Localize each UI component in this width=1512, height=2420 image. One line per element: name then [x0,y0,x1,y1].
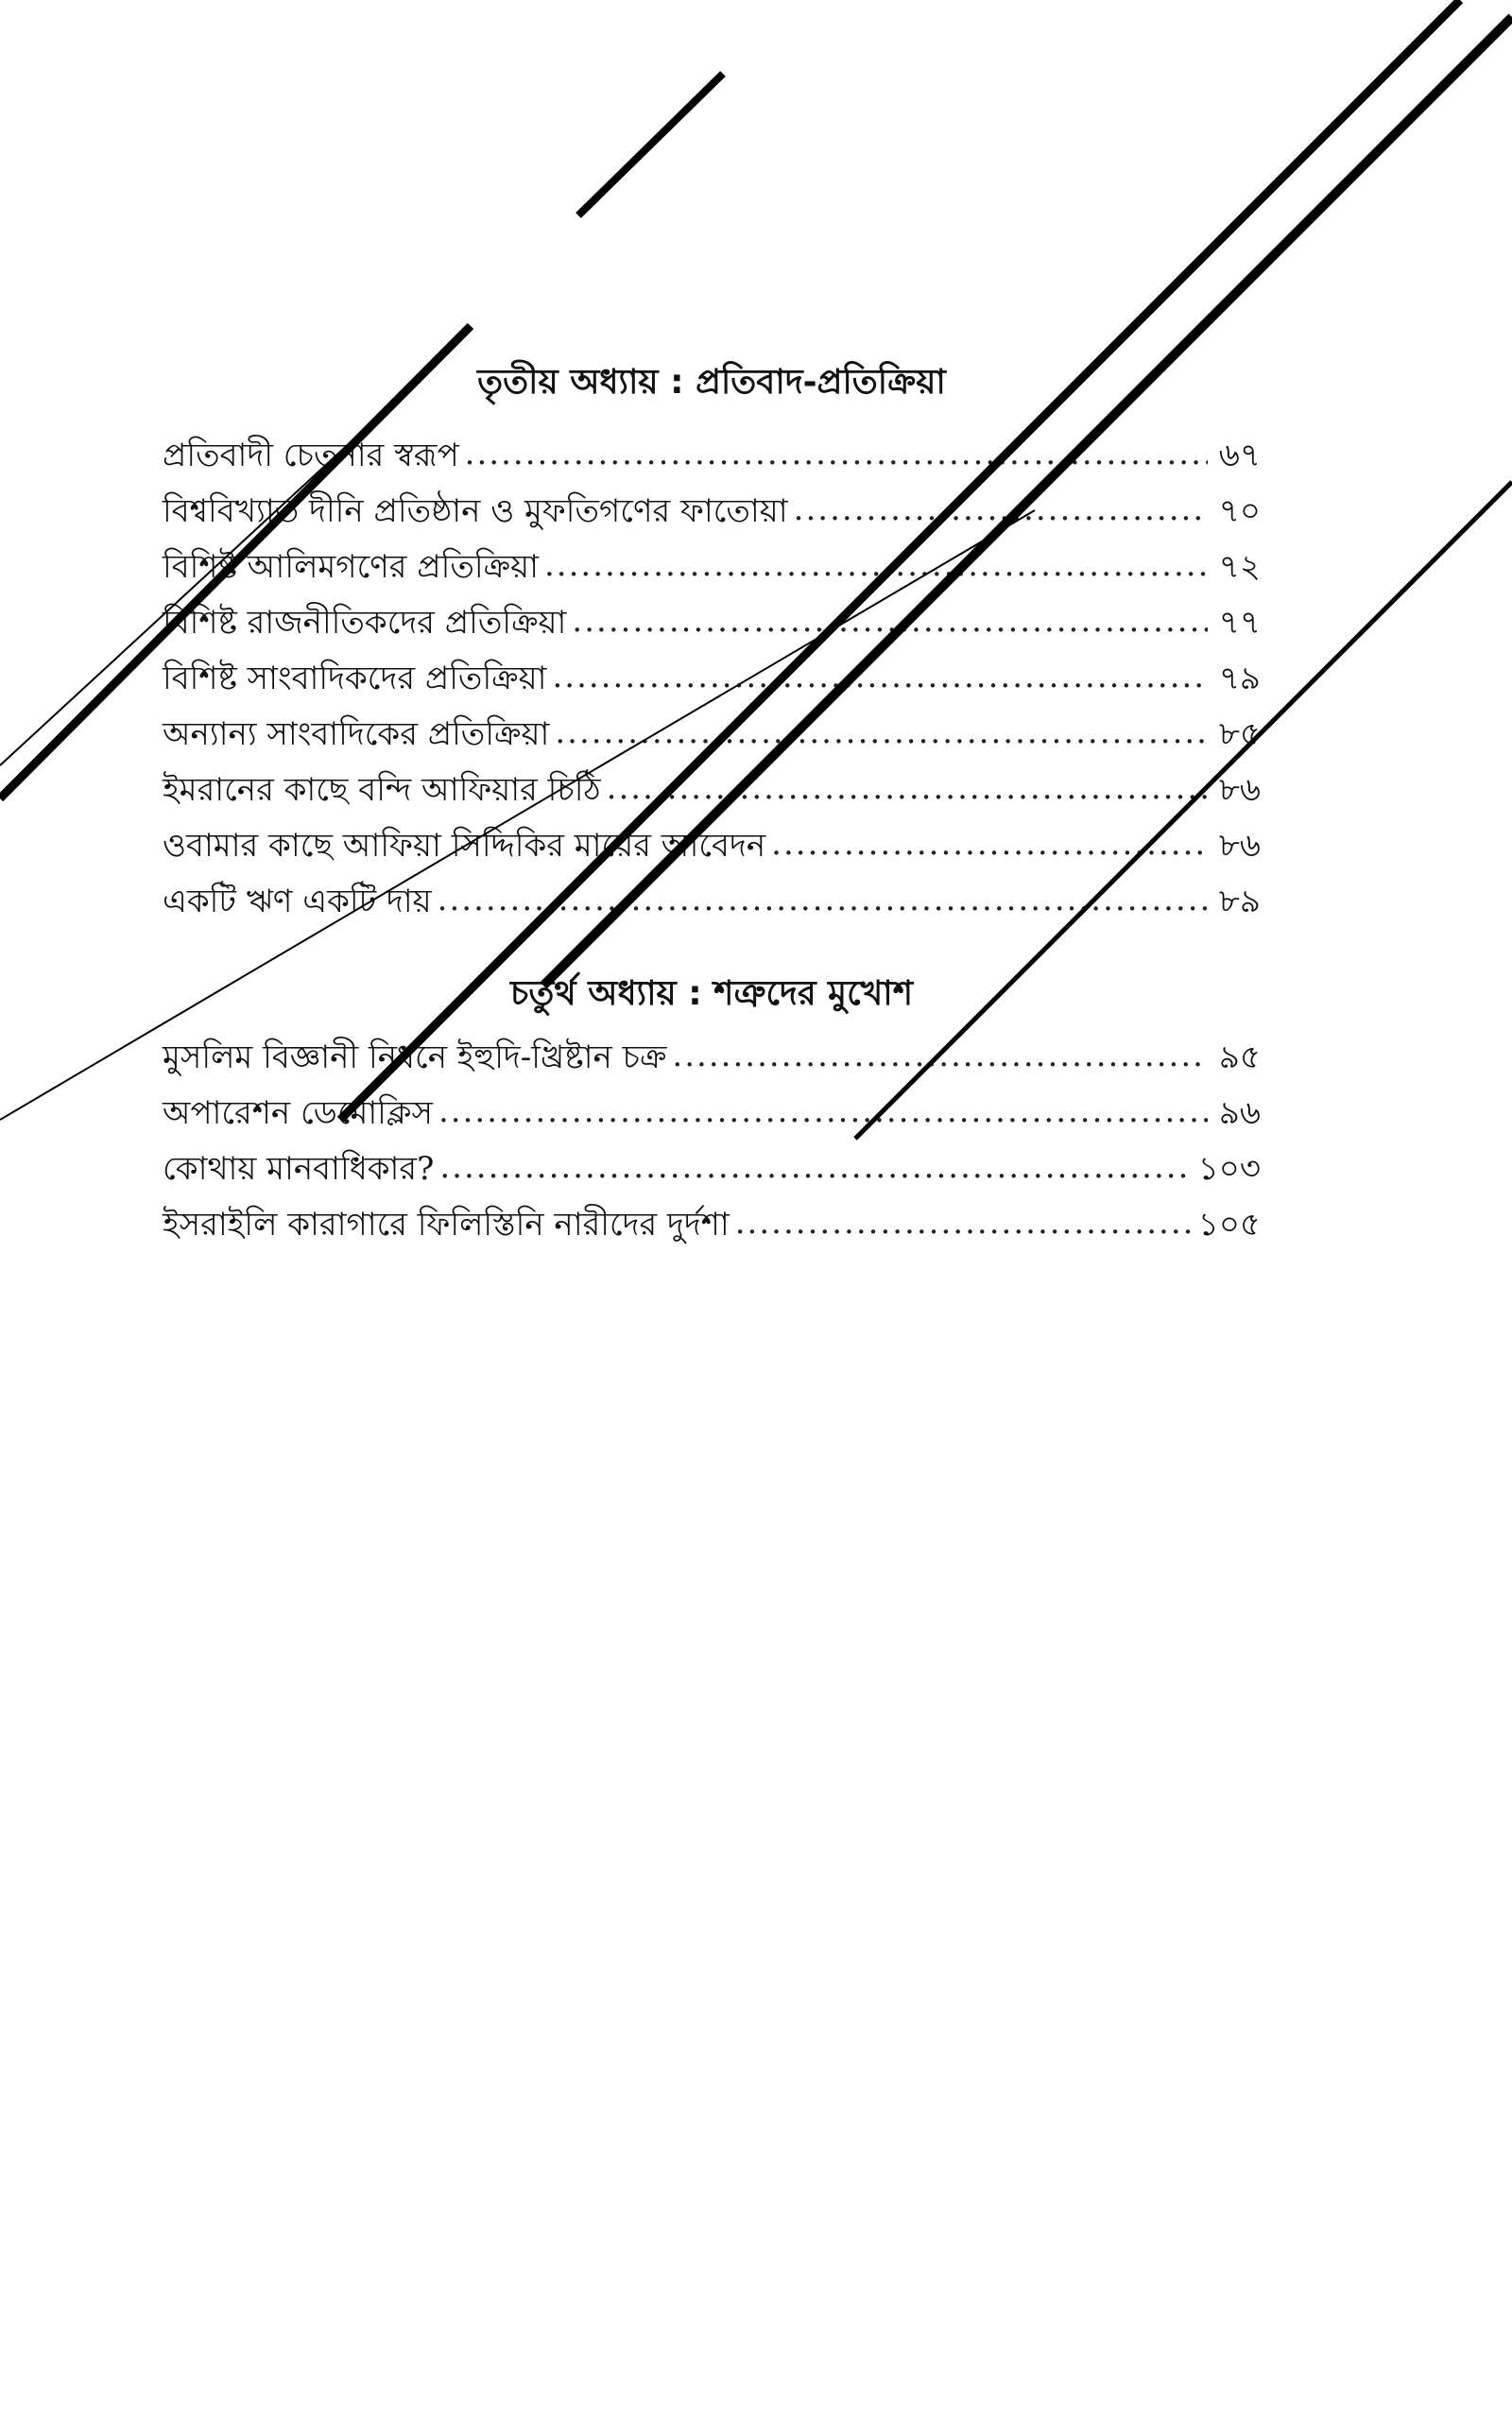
toc-entry [163,1197,1261,1253]
dot-leader [794,482,1208,538]
entry-page-number: ৮৫ [1218,715,1261,753]
dot-leader [672,1028,1208,1084]
entry-title: বিশিষ্ট সাংবাদিকদের প্রতিক্রিয়া [163,660,547,697]
dot-leader [555,705,1208,761]
entry-page-number: ৭৭ [1218,604,1261,642]
dot-leader [553,649,1209,705]
toc-entry [163,540,1261,595]
toc-entry [163,1030,1261,1086]
entry-page-number: ৮৬ [1218,771,1261,809]
dot-leader [438,872,1208,928]
dot-leader [771,816,1208,872]
entry-title: অন্যান্য সাংবাদিকের প্রতিক্রিয়া [163,715,550,753]
entry-title: কোথায় মানবাধিকার? [163,1150,435,1188]
entry-title: বিশ্ববিখ্যাত দীনি প্রতিষ্ঠান ও মুফতিগণের ফাতোয়া [163,492,788,530]
entry-page-number: ৯৫ [1218,1038,1261,1076]
entry-title: ইমরানের কাছে বন্দি আফিয়ার চিঠি [163,771,601,809]
dot-leader [572,593,1208,649]
dot-leader [544,538,1208,593]
entry-page-number: ৭৯ [1218,660,1261,697]
chapter-heading-4: চতুর্থ অধ্যায় : শত্রুদের মুখোশ [509,974,914,1013]
entry-page-number: ১০৫ [1197,1206,1261,1244]
entry-page-number: ৭০ [1218,492,1261,530]
toc-entry [163,428,1261,484]
entry-page-number: ৬৭ [1218,437,1261,474]
entry-page-number: ৮৯ [1218,883,1261,920]
entry-page-number: ৮৬ [1218,827,1261,865]
toc-entry [163,1086,1261,1141]
toc-entry [163,651,1261,707]
toc-entry [163,707,1261,763]
chapter-spacer [163,930,1261,966]
entry-page-number: ৭২ [1218,548,1261,586]
table-of-contents [163,354,1261,1253]
chapter-heading-3: তৃতীয় অধ্যায় : প্রতিবাদ-প্রতিক্রিয়া [477,363,946,402]
dot-leader [438,1084,1208,1140]
toc-entry [163,1141,1261,1197]
entry-title: ইসরাইলি কারাগারে ফিলিস্তিনি নারীদের দুর্দশা [163,1206,730,1244]
entry-title: প্রতিবাদী চেতনার স্বরূপ [163,437,459,474]
entry-title: ওবামার কাছে আফিয়া সিদ্দিকির মায়ের আবেদন [163,827,766,865]
entry-title: বিশিষ্ট আলিমগণের প্রতিক্রিয়া [163,548,539,586]
entry-title: বিশিষ্ট রাজনীতিকদের প্রতিক্রিয়া [163,604,567,642]
toc-entry [163,763,1261,818]
entry-title: মুসলিম বিজ্ঞানী নিধনে ইহুদি-খ্রিষ্টান চক্র [163,1038,667,1076]
toc-entry [163,484,1261,540]
dot-leader [607,761,1208,816]
dot-leader [465,426,1208,482]
entry-title: একটি ঋণ একটি দায় [163,883,432,920]
dot-leader [735,1195,1193,1251]
entry-page-number: ৯৬ [1218,1094,1261,1132]
entry-title: অপারেশন ডেমোক্লিস [163,1094,433,1132]
toc-entry [163,818,1261,874]
entry-page-number: ১০৩ [1197,1150,1261,1188]
dot-leader [439,1140,1192,1195]
toc-entry [163,595,1261,651]
diagonal-stroke [578,74,723,215]
toc-entry [163,874,1261,930]
